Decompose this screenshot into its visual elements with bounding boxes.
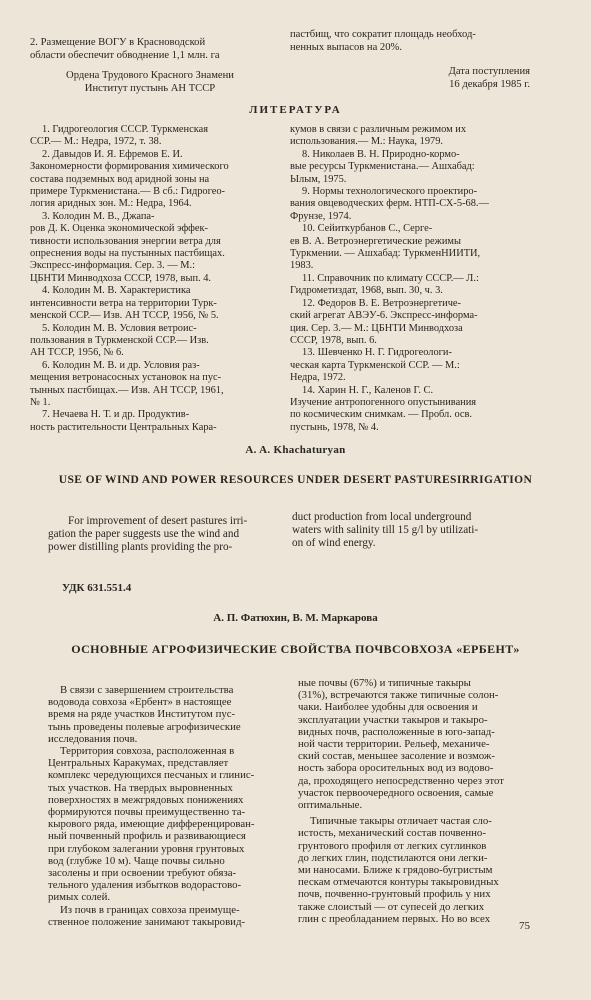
- text-line: ный почвенный профиль и развивающиеся: [48, 830, 246, 843]
- text-line: глин с преобладанием первых. Но во всех: [298, 912, 491, 925]
- title-line: СОВХОЗА «ЕРБЕНТ»: [391, 642, 520, 656]
- article-title: [20, 642, 571, 657]
- udk-code: УДК 631.551.4: [62, 582, 132, 594]
- text-line: пескам отмечаются контуры такыровидных: [298, 876, 499, 889]
- reference-line: по космическим снимкам. — Пробл. осв.: [290, 409, 473, 421]
- reference-line: примере Туркменистана.— В сб.: Гидрогео-: [30, 186, 226, 198]
- reference-line: ССР.— М.: Недра, 1972, т. 38.: [30, 136, 162, 148]
- reference-line: ЦБНТИ Минводхоза СССР, 1978, вып. 4.: [30, 272, 211, 284]
- text-line: Из почв в границах совхоза преимуще-: [60, 903, 240, 916]
- reference-item: [290, 298, 538, 348]
- top-right-paragraph: [290, 29, 540, 54]
- reference-line: менской ССР.— Изв. АН ТССР, 1956, № 5.: [30, 310, 219, 322]
- reference-line: 8. Николаев В. Н. Природно-кормо-: [302, 148, 460, 160]
- text-line: участок первоочередного освоения, самые: [298, 786, 494, 799]
- text-line: ность забора оросительных вод из водово-: [298, 762, 494, 775]
- text-line: исследования почв.: [48, 732, 138, 745]
- reference-item: [30, 409, 274, 434]
- reference-line: интенсивности ветра на территории Турк-: [30, 297, 217, 309]
- reference-line: пользования в Туркменской ССР.— Изв.: [30, 334, 209, 346]
- reference-line: 12. Федоров В. Е. Ветроэнергетиче-: [302, 297, 462, 309]
- literature-left-column: [30, 124, 274, 434]
- paragraph: [298, 677, 542, 811]
- text-line: при глубоком залегании уровня грунтовых: [48, 842, 245, 855]
- text-line: Дата поступления: [448, 66, 530, 77]
- reference-line: СССР, 1978, вып. 6.: [290, 334, 377, 346]
- text-line: ственное положение занимают такыровид-: [48, 915, 246, 928]
- text-line: (31%), встречаются также типичные солон-: [298, 689, 499, 702]
- reference-line: 4. Колодин М. В. Характеристика: [42, 285, 191, 297]
- reference-item: [290, 223, 538, 273]
- literature-right-column: [290, 124, 538, 434]
- text-line: да, проходящего непосредственно через этот: [298, 774, 504, 787]
- reference-item: [30, 285, 274, 322]
- reference-item: [30, 323, 274, 360]
- text-line: водовода совхоза «Ербент» в настоящее: [48, 696, 232, 709]
- text-line: засолены и при освоении требуют обяза-: [48, 867, 237, 880]
- paragraph: [298, 815, 542, 925]
- english-author: A. A. Khachaturyan: [245, 444, 346, 456]
- reference-line: ский агрегат АВЭУ-6. Экспресс-информа-: [290, 310, 478, 322]
- reference-line: 14. Харин Н. Г., Каленов Г. С.: [302, 384, 434, 396]
- text-line: видных почв, расположенные в юго-запад-: [298, 725, 495, 738]
- reference-item: [30, 149, 274, 211]
- received-date: [380, 66, 530, 91]
- article-authors: А. П. Фатюхин, В. М. Маркарова: [213, 612, 378, 624]
- text-line: ми наносами. Ближе к грядово-бугристым: [298, 864, 493, 877]
- reference-item: [290, 385, 538, 435]
- reference-item: [30, 211, 274, 285]
- reference-line: Фрунзе, 1974.: [290, 210, 352, 222]
- reference-line: ров Д. К. Оценка экономической эффек-: [30, 223, 209, 235]
- reference-line: Ылым, 1975.: [290, 173, 347, 185]
- reference-line: логия аридных зон. М.: Недра, 1964.: [30, 198, 192, 210]
- reference-line: 1. Гидрогеология СССР. Туркменская: [42, 124, 208, 135]
- text-line: комплекс чередующихся песчаных и глинис-: [48, 769, 255, 782]
- reference-line: № 1.: [30, 396, 51, 408]
- text-line: For improvement of desert pastures irri-: [68, 515, 248, 527]
- reference-line: ность растительности Центральных Кара-: [30, 421, 217, 433]
- paragraph: [48, 684, 280, 745]
- text-line: ные почвы (67%) и типичные такыры: [298, 677, 471, 689]
- reference-line: состава подземных вод аридной зоны на: [30, 173, 210, 185]
- paragraph: [48, 745, 280, 904]
- reference-line: тынных пастбищах.— Изв. АН ТССР, 1961,: [30, 384, 224, 396]
- reference-line: использования.— М.: Наука, 1979.: [290, 136, 444, 148]
- text-line: duct production from local underground: [292, 511, 472, 523]
- title-line: USE OF WIND AND POWER RESOURCES UNDER DESERT PASTURES: [58, 474, 457, 486]
- english-title: [20, 473, 571, 487]
- reference-line: 10. Сейиткурбанов С., Серге-: [302, 223, 433, 235]
- text-line: Центральных Каракумах, представляет: [48, 757, 229, 770]
- text-line: чаки. Наиболее удобны для освоения и: [298, 701, 478, 714]
- reference-line: 6. Колодин М. В. и др. Условия раз-: [42, 359, 200, 371]
- reference-line: Экспресс-информация. Сер. 3. — М.:: [30, 260, 196, 272]
- reference-line: 1983.: [290, 260, 314, 272]
- reference-line: Закономерности формирования химического: [30, 161, 229, 173]
- text-line: области обеспечит обводнение 1,1 млн. га: [30, 49, 220, 61]
- text-line: пастбищ, что сократит площадь необход-: [290, 29, 476, 40]
- reference-item: [30, 124, 274, 149]
- text-line: Ордена Трудового Красного Знамени: [66, 70, 234, 81]
- reference-line: 7. Нечаева Н. Т. и др. Продуктив-: [42, 409, 190, 421]
- article-left-column: [48, 684, 280, 928]
- reference-line: ция. Сер. 3.— М.: ЦБНТИ Минводхоза: [290, 322, 463, 334]
- text-line: формируются почвы преимущественно та-: [48, 806, 246, 819]
- article-right-column: [298, 677, 542, 925]
- text-line: on of wind energy.: [292, 537, 376, 549]
- top-left-paragraph: [30, 37, 270, 62]
- paragraph: [48, 904, 280, 928]
- text-line: ной части территории. Рельеф, механиче-: [298, 738, 490, 751]
- reference-line: 5. Колодин М. В. Условия ветроис-: [42, 322, 197, 334]
- text-line: power distilling plants providing the pro-: [48, 541, 233, 553]
- text-line: ненных выпасов на 20%.: [290, 41, 402, 53]
- reference-item: [290, 149, 538, 186]
- text-line: Территория совхоза, расположенная в: [60, 745, 235, 758]
- text-line: Типичные такыры отличает частая сло-: [310, 815, 492, 828]
- text-line: 2. Размещение ВОГУ в Красноводской: [30, 37, 206, 48]
- reference-line: ческая карта Туркменской ССР. — М.:: [290, 359, 460, 371]
- reference-item: [290, 124, 538, 149]
- text-line: поверхностях в межгрядовых понижениях: [48, 793, 244, 806]
- reference-line: мещения ветронасосных установок на пус-: [30, 372, 222, 384]
- reference-line: вые ресурсы Туркменистана.— Ашхабад:: [290, 161, 475, 173]
- text-line: ский состав, меньшее засоление и возмож-: [298, 750, 495, 763]
- reference-line: 11. Справочник по климату СССР.— Л.:: [302, 272, 479, 284]
- text-line: истость, механический состав почвенно-: [298, 827, 486, 840]
- institute-affiliation: [30, 70, 270, 95]
- text-line: Институт пустынь АН ТССР: [84, 82, 216, 94]
- reference-line: Гидрометиздат, 1968, вып. 30, ч. 3.: [290, 285, 443, 297]
- reference-line: Туркмении. — Ашхабад: ТуркменНИИТИ,: [290, 248, 481, 260]
- literature-heading: ЛИТЕРАТУРА: [249, 104, 342, 116]
- text-line: 16 декабря 1985 г.: [449, 78, 530, 90]
- text-line: тынь проведены полевые агрофизические: [48, 720, 241, 733]
- text-line: также слоистый — от супесей до легких: [298, 900, 485, 913]
- reference-line: тивности использования энергии ветра для: [30, 235, 221, 247]
- reference-line: пустынь, 1978, № 4.: [290, 421, 379, 433]
- reference-line: 2. Давыдов И. Я. Ефремов Е. И.: [42, 148, 183, 160]
- text-line: кырового ряда, имеющие дифференцирован-: [48, 818, 255, 831]
- reference-line: Изучение антропогенного опустынивания: [290, 396, 477, 408]
- reference-line: ев В. А. Ветроэнергетические режимы: [290, 235, 461, 247]
- reference-line: Недра, 1972.: [290, 372, 346, 384]
- reference-line: кумов в связи с различным режимом их: [290, 124, 467, 135]
- text-line: тых участков. На твердых выровненных: [48, 781, 233, 794]
- reference-line: 9. Нормы технологического проектиро-: [302, 186, 478, 198]
- text-line: оптимальные.: [298, 799, 363, 812]
- text-line: до легких глин, подстилаются они легки-: [298, 851, 488, 864]
- text-line: waters with salinity till 15 g/l by utilizati-: [292, 524, 479, 536]
- reference-item: [30, 360, 274, 410]
- english-abstract-right: [292, 511, 540, 550]
- reference-line: опреснения воды на пустынных пастбищах.: [30, 248, 225, 260]
- text-line: тельного удаления избытков водорастово-: [48, 879, 242, 892]
- reference-line: 13. Шевченко Н. Г. Гидрогеологи-: [302, 347, 452, 359]
- text-line: gation the paper suggests use the wind and: [48, 528, 240, 540]
- text-line: римых солей.: [48, 891, 111, 904]
- text-line: эксплуатации участки такыров и такыро-: [298, 713, 488, 726]
- reference-item: [290, 186, 538, 223]
- title-line: ОСНОВНЫЕ АГРОФИЗИЧЕСКИЕ СВОЙСТВА ПОЧВ: [71, 642, 392, 656]
- reference-line: АН ТССР, 1956, № 6.: [30, 347, 124, 359]
- reference-item: [290, 347, 538, 384]
- text-line: грунтового профиля от легких суглинков: [298, 839, 487, 852]
- reference-line: 3. Колодин М. В., Джапа-: [42, 210, 155, 222]
- page-number: 75: [519, 920, 530, 932]
- text-line: почв, почвенно-грунтовый профиль у них: [298, 888, 491, 901]
- english-abstract-left: [48, 515, 276, 554]
- title-line: IRRIGATION: [456, 474, 533, 486]
- text-line: время на ряде участков Институтом пус-: [48, 708, 236, 721]
- text-line: В связи с завершением строительства: [60, 684, 234, 696]
- reference-item: [290, 273, 538, 298]
- text-line: вод (глубже 10 м). Чаще почвы сильно: [48, 854, 225, 867]
- reference-line: вания овцеводческих ферм. НТП-СХ-5-68.—: [290, 198, 489, 210]
